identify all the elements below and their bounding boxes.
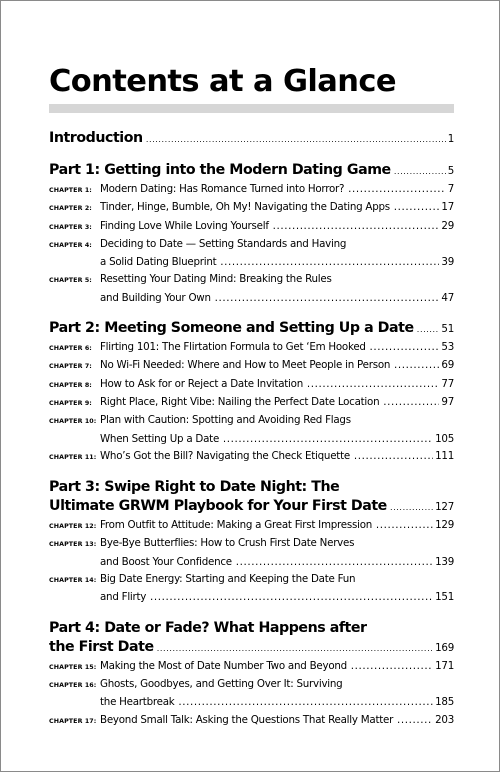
chapter-title: and Flirty ..... [100,589,433,606]
section-gap [49,307,454,319]
chapter-entry[interactable] [49,339,454,357]
part-heading[interactable] [49,478,454,497]
chapter-entry[interactable] [49,676,454,694]
page-number: 47 [441,291,454,304]
page-number: 7 [447,183,454,195]
chapter-title: Flirting 101: The Flirtation Formula to Get ‘Em Hooked ..... [100,339,439,356]
chapter-title: Right Place, Right Vibe: Nailing the Perfect Date Location ..... [100,394,439,411]
chapter-entry[interactable] [49,376,454,394]
chapter-number: CHAPTER 3: [49,223,92,231]
chapter-number: CHAPTER 6: [49,345,92,353]
chapter-entry[interactable] [49,271,454,289]
page-number: 53 [441,341,454,354]
chapter-number: CHAPTER 1: [49,187,92,194]
chapter-number: CHAPTER 15: [49,663,97,671]
page-number: 39 [441,256,454,269]
page-number: 77 [441,377,454,390]
chapter-number: CHAPTER 12: [49,523,97,531]
page-number: 5 [447,165,454,177]
part-heading[interactable] [49,619,454,638]
chapter-entry[interactable] [49,589,454,606]
section-gap [49,149,454,161]
chapter-number: CHAPTER 9: [49,399,92,407]
page-number: 151 [435,591,454,604]
chapter-number: CHAPTER 10: [49,418,97,426]
chapter-title: When Setting Up a Date ..... [100,431,433,448]
chapter-title: Making the Most of Date Number Two and Beyond ..... [100,658,433,675]
chapter-title: a Solid Dating Blueprint ..... [100,254,439,271]
chapter-entry[interactable] [49,448,454,466]
introduction-label: Introduction ..... [49,129,446,149]
chapter-entry[interactable] [49,712,454,730]
chapter-entry[interactable] [49,394,454,412]
parts-container [49,149,454,730]
page-number: 105 [435,432,454,445]
chapter-number: CHAPTER 17: [49,717,97,725]
toc-list [49,129,454,730]
page-title: Contents at a Glance [49,64,396,99]
chapter-entry[interactable] [49,517,454,535]
page-number: 169 [435,641,454,654]
part-heading[interactable] [49,638,454,658]
chapter-entry[interactable] [49,658,454,676]
section-gap [49,466,454,478]
chapter-entry[interactable] [49,554,454,571]
chapter-title: Resetting Your Dating Mind: Breaking the Rules [100,273,332,286]
page-number: 69 [441,359,454,372]
part-title: Part 4: Date or Fade? What Happens after [49,619,367,636]
toc-entry-introduction[interactable] [49,129,454,149]
chapter-entry[interactable] [49,254,454,271]
chapter-title: Big Date Energy: Starting and Keeping the Date Fun [100,573,356,586]
chapter-entry[interactable] [49,694,454,711]
chapter-entry[interactable] [49,290,454,307]
page-number: 185 [435,696,454,709]
chapter-number: CHAPTER 11: [49,453,97,461]
chapter-number: CHAPTER 8: [49,381,92,389]
chapter-entry[interactable] [49,218,454,236]
page-number: 17 [441,201,454,214]
chapter-entry[interactable] [49,181,454,199]
chapter-number: CHAPTER 5: [49,277,92,285]
chapter-entry[interactable] [49,571,454,589]
page-number: 139 [435,555,454,568]
chapter-title: Who’s Got the Bill? Navigating the Check Etiquette ..... [100,448,433,465]
chapter-title: From Outfit to Attitude: Making a Great First Impression ..... [100,517,433,534]
chapter-entry[interactable] [49,412,454,430]
chapter-title: Deciding to Date — Setting Standards and Having [100,237,347,250]
chapter-title: and Building Your Own ..... [100,290,439,307]
title-underline-bar [49,104,454,113]
chapter-title: How to Ask for or Reject a Date Invitation ..... [100,376,439,393]
section-gap [49,607,454,619]
chapter-number: CHAPTER 13: [49,541,97,549]
part-heading[interactable] [49,497,454,517]
chapter-title: and Boost Your Confidence ..... [100,554,433,571]
chapter-number: CHAPTER 4: [49,241,92,249]
chapter-entry[interactable] [49,357,454,375]
chapter-title: Bye-Bye Butterflies: How to Crush First Date Nerves [100,537,355,550]
part-title: Part 3: Swipe Right to Date Night: The [49,479,340,496]
page-number: 51 [441,323,454,336]
part-title: Part 1: Getting into the Modern Dating Game ..... [49,161,446,181]
chapter-entry[interactable] [49,236,454,254]
part-title: the First Date ..... [49,638,433,658]
page-number: 1 [447,133,454,145]
page-number: 97 [441,395,454,408]
page-number: 129 [435,519,454,532]
chapter-title: Ghosts, Goodbyes, and Getting Over It: Surviving [100,677,343,690]
chapter-title: Modern Dating: Has Romance Turned into Horror? ..... [100,181,446,198]
chapter-entry[interactable] [49,199,454,217]
part-title: Ultimate GRWM Playbook for Your First Date ..... [49,497,433,517]
part-title: Part 2: Meeting Someone and Setting Up a Date ..... [49,319,439,339]
chapter-number: CHAPTER 14: [49,577,97,585]
part-heading[interactable] [49,161,454,181]
chapter-title: Beyond Small Talk: Asking the Questions That Really Matter ..... [100,712,433,729]
chapter-title: No Wi-Fi Needed: Where and How to Meet People in Person ..... [100,357,439,374]
page-number: 171 [435,659,454,672]
chapter-title: Finding Love While Loving Yourself ..... [100,218,439,235]
chapter-entry[interactable] [49,431,454,448]
chapter-title: Plan with Caution: Spotting and Avoiding Red Flags [100,414,351,427]
chapter-number: CHAPTER 2: [49,205,92,213]
chapter-entry[interactable] [49,535,454,553]
chapter-title: the Heartbreak ..... [100,694,433,711]
chapter-title: Tinder, Hinge, Bumble, Oh My! Navigating the Dating Apps ..... [100,199,439,216]
page-number: 203 [435,713,454,726]
chapter-number: CHAPTER 16: [49,681,97,689]
part-heading[interactable] [49,319,454,339]
chapter-number: CHAPTER 7: [49,363,92,371]
page-number: 29 [441,219,454,232]
page-number: 111 [435,449,454,462]
page-number: 127 [435,501,454,514]
